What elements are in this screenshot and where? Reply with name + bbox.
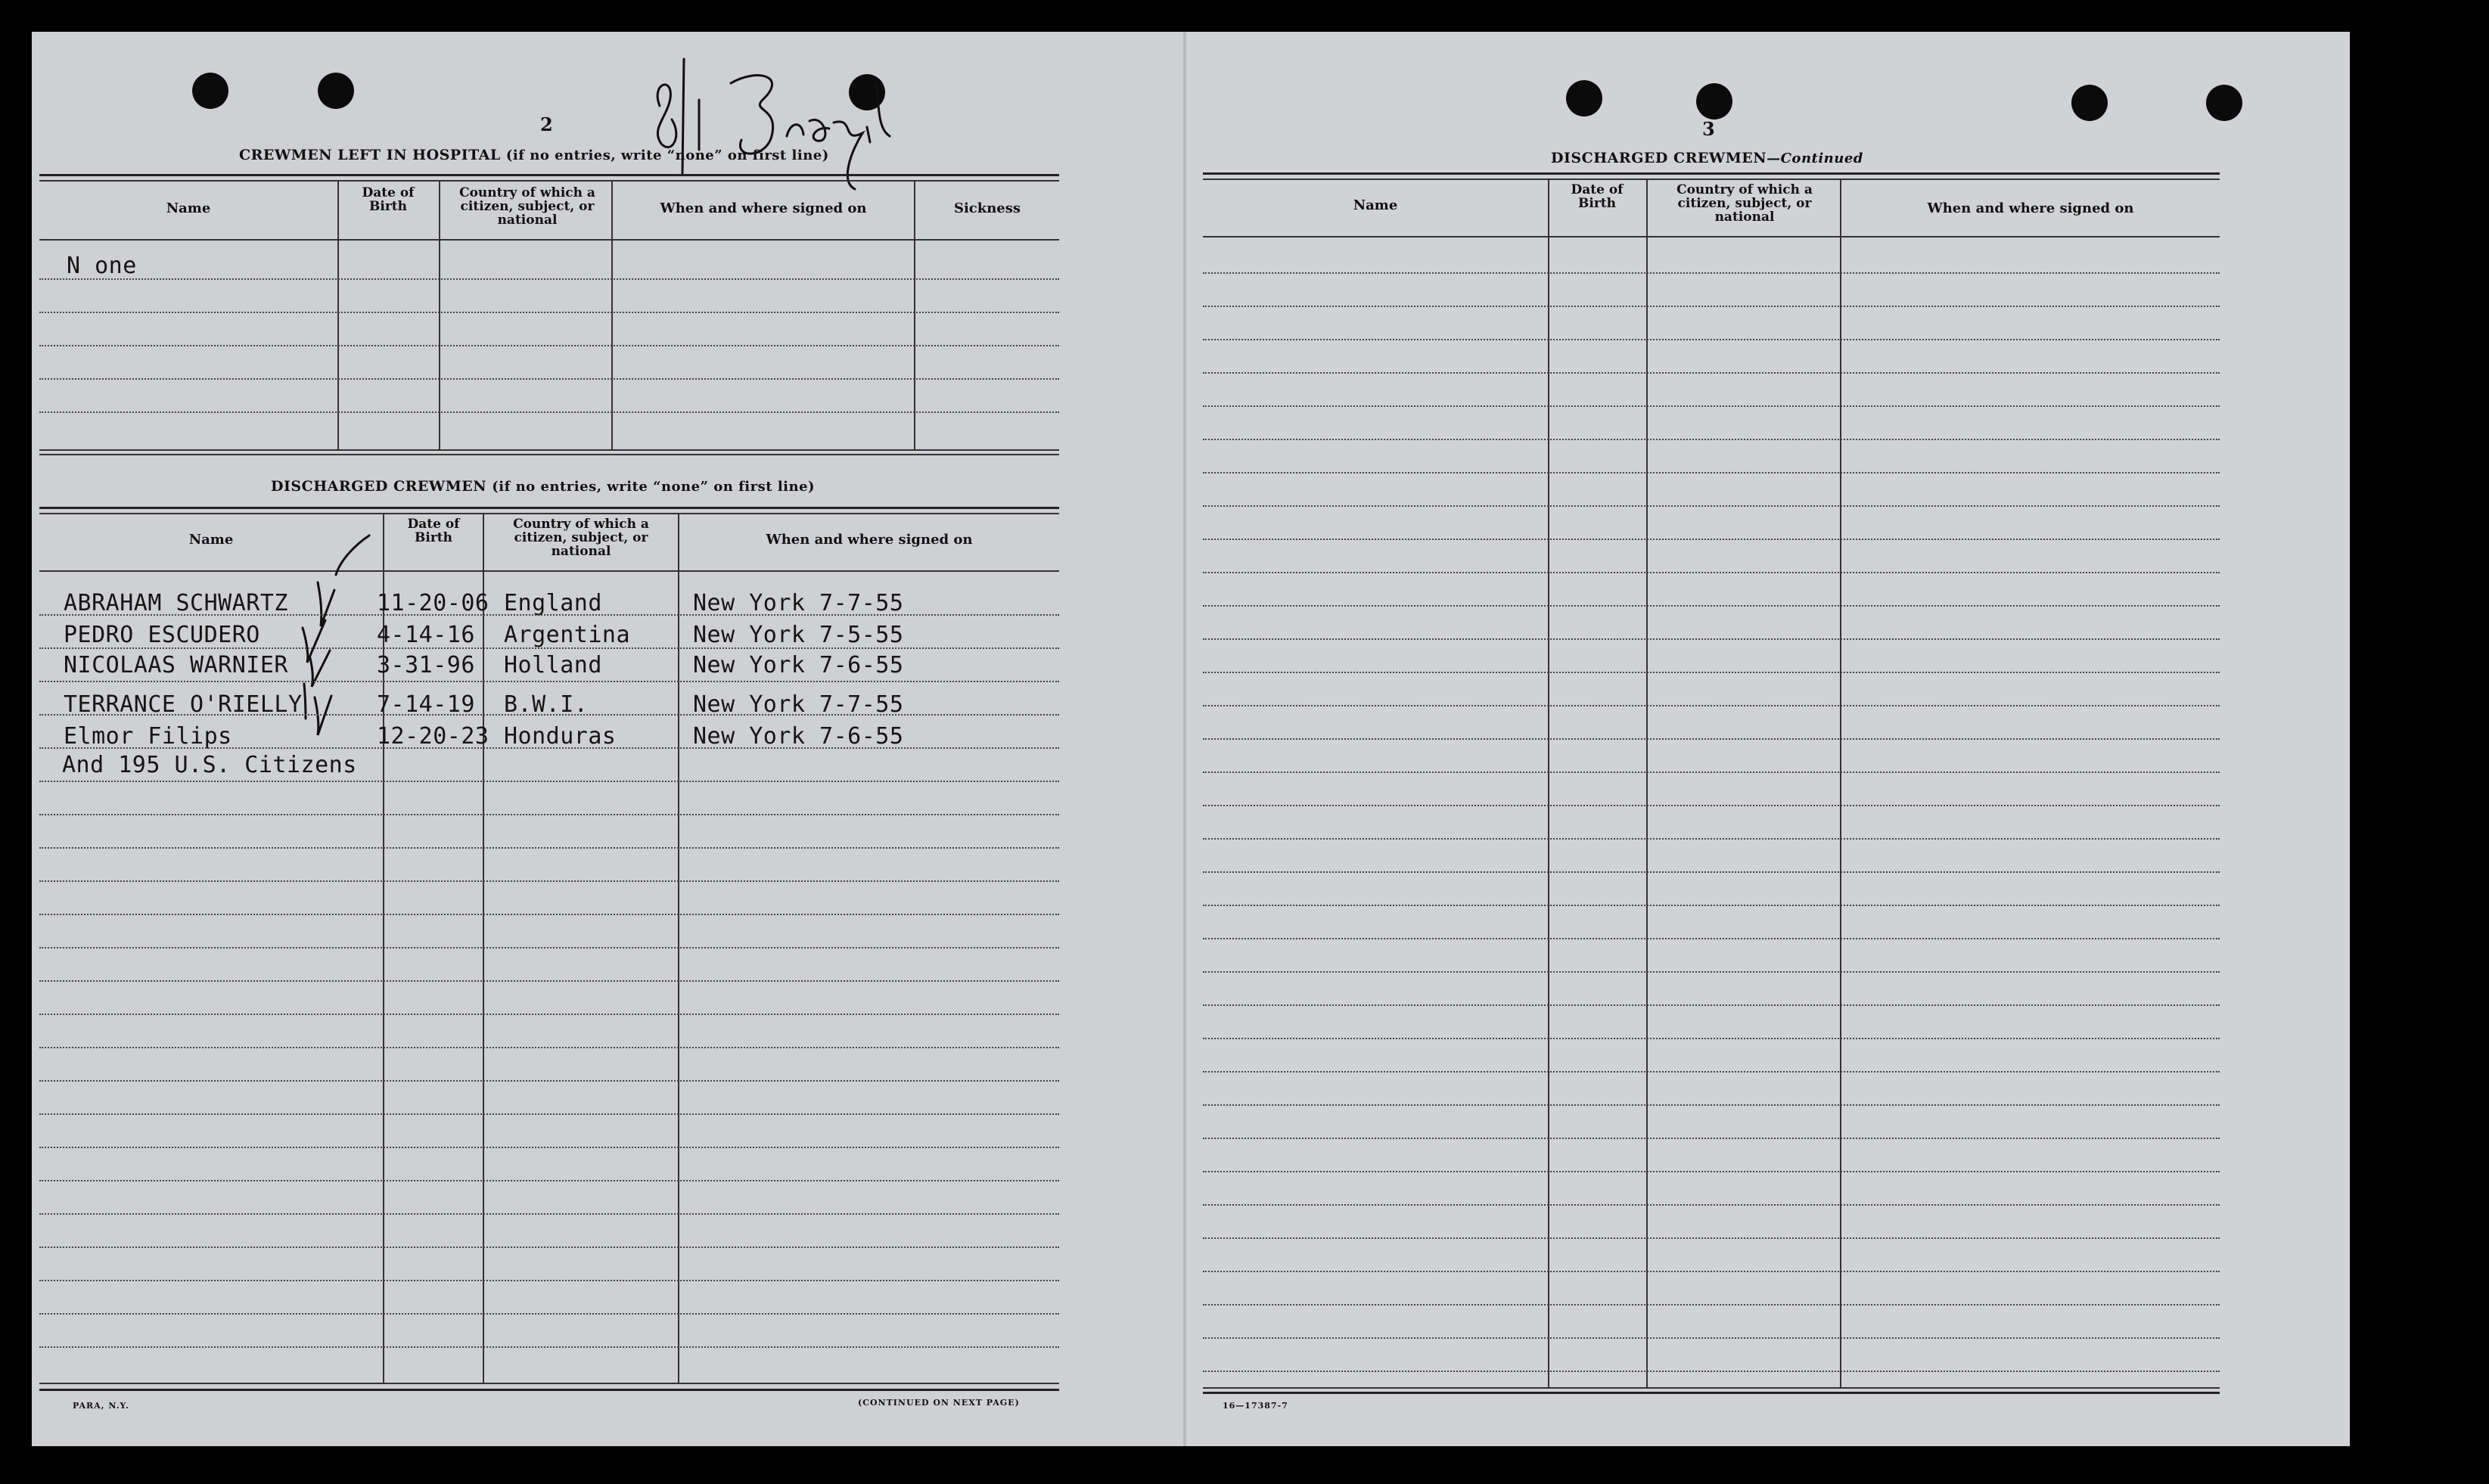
crew-name: NICOLAAS WARNIER [64,652,288,678]
form-dotted-row [1203,738,2220,740]
form-dotted-row [1203,272,2220,274]
hospital-col-country: Country of which a citizen, subject, or national [459,185,595,228]
right-col-signed-on: When and where signed on [1927,200,2134,216]
form-dotted-row [39,1080,1059,1082]
form-dotted-row [1203,905,2220,906]
crew-name: TERRANCE O'RIELLY [64,691,303,718]
form-dotted-row [39,1213,1059,1215]
right-title-suffix: —Continued [1767,151,1863,166]
form-dotted-row [1203,405,2220,407]
form-dotted-row [39,1313,1059,1315]
punch-hole [1696,83,1732,120]
form-dotted-row [1203,805,2220,806]
right-col-divider [1840,179,1841,1387]
form-dotted-row [39,814,1059,815]
hospital-section-title [239,147,829,163]
form-dotted-row [39,980,1059,982]
hospital-col-divider [337,180,339,449]
form-dotted-row [39,1014,1059,1015]
form-dotted-row [1203,1204,2220,1206]
discharged-title-text: DISCHARGED CREWMEN [271,478,487,495]
form-dotted-row [1203,1004,2220,1006]
form-dotted-row [1203,1271,2220,1272]
punch-hole [2206,85,2242,121]
page-spine [1183,32,1186,1446]
right-table-bottom-rule [1203,1387,2220,1389]
crew-country: Holland [504,652,602,678]
hospital-title-note: (if no entries, write “none” on first line) [505,147,829,163]
crew-dob: 7-14-19 [377,691,475,718]
crew-name: Elmor Filips [64,723,232,750]
right-col-divider [1646,179,1648,1387]
hospital-dotted-row [39,411,1059,413]
right-title-text: DISCHARGED CREWMEN [1551,150,1767,166]
hospital-table-top-rule-2 [39,180,1059,182]
form-dotted-row [39,914,1059,915]
form-dotted-row [39,1113,1059,1115]
crew-name: ABRAHAM SCHWARTZ [64,590,288,616]
form-dotted-row [1203,1171,2220,1172]
form-dotted-row [1203,339,2220,340]
form-dotted-row [39,781,1059,782]
right-header-bottom-rule [1203,236,2220,238]
crew-country: B.W.I. [504,691,589,718]
crew-signed-on: New York 7-7-55 [693,590,904,616]
hospital-table-top-rule [39,174,1059,176]
form-dotted-row [39,614,1059,616]
form-dotted-row [39,1047,1059,1048]
form-dotted-row [1203,1138,2220,1139]
form-dotted-row [39,747,1059,749]
form-dotted-row [39,847,1059,849]
page-number-left: 2 [540,113,553,135]
form-dotted-row [1203,771,2220,773]
form-dotted-row [1203,439,2220,440]
discharged-table-top-rule [39,507,1059,509]
punch-hole [192,73,228,109]
hospital-col-sickness: Sickness [953,200,1021,216]
form-dotted-row [1203,672,2220,673]
hospital-col-divider [611,180,613,449]
form-dotted-row [1203,505,2220,507]
right-table-top-rule-2 [1203,179,2220,180]
hospital-dotted-row [39,378,1059,380]
hospital-col-dob: Date of Birth [362,185,415,214]
form-dotted-row [1203,306,2220,307]
form-dotted-row [39,1280,1059,1281]
form-dotted-row [39,947,1059,948]
form-dotted-row [1203,1071,2220,1073]
form-dotted-row [1203,1304,2220,1305]
page-number-right: 3 [1702,118,1715,140]
form-dotted-row [1203,1038,2220,1039]
form-dotted-row [39,1147,1059,1148]
discharged-header-bottom-rule [39,570,1059,572]
crew-signed-on: New York 7-7-55 [693,691,904,718]
hospital-col-signed-on: When and where signed on [660,200,867,216]
hospital-dotted-row [39,345,1059,346]
punch-hole [318,73,354,109]
right-section-title [1551,150,1863,166]
right-table-bottom-rule-2 [1203,1392,2220,1394]
hospital-header-bottom-rule [39,239,1059,241]
punch-hole [2071,85,2108,121]
hospital-dotted-row [39,312,1059,313]
crew-signed-on: New York 7-6-55 [693,723,904,750]
form-dotted-row [1203,1371,2220,1372]
right-col-dob: Date of Birth [1571,182,1624,211]
crew-dob: 4-14-16 [377,622,475,648]
form-dotted-row [1203,1237,2220,1239]
form-dotted-row [39,1346,1059,1348]
form-dotted-row [1203,971,2220,973]
form-dotted-row [39,714,1059,716]
crew-summary-line: And 195 U.S. Citizens [62,752,357,778]
discharged-col-country: Country of which a citizen, subject, or national [513,517,649,559]
crew-signed-on: New York 7-5-55 [693,622,904,648]
hospital-col-name: Name [166,200,211,216]
hospital-table-bottom-rule [39,449,1059,451]
right-col-divider [1548,179,1549,1387]
form-dotted-row [1203,838,2220,840]
crew-dob: 11-20-06 [377,590,489,616]
form-dotted-row [39,681,1059,682]
form-dotted-row [39,1246,1059,1248]
left-footer-printer: PARA, N.Y. [73,1401,129,1411]
discharged-table-bottom-rule-2 [39,1389,1059,1391]
crew-signed-on: New York 7-6-55 [693,652,904,678]
crew-country: Honduras [504,723,617,750]
hospital-entry: N one [67,253,137,279]
form-dotted-row [1203,572,2220,573]
form-dotted-row [1203,472,2220,473]
discharged-col-signed-on: When and where signed on [766,532,973,548]
form-dotted-row [39,880,1059,882]
form-dotted-row [1203,638,2220,640]
form-dotted-row [1203,372,2220,374]
hospital-dotted-row [39,278,1059,280]
discharged-table-top-rule-2 [39,513,1059,514]
handwritten-note-text: 811 Brazil [635,53,640,54]
form-dotted-row [1203,539,2220,540]
discharged-col-dob: Date of Birth [407,517,460,545]
discharged-title-note: (if no entries, write “none” on first line) [492,479,816,495]
crew-dob: 3-31-96 [377,652,475,678]
form-dotted-row [1203,1337,2220,1339]
hospital-col-divider [914,180,915,449]
form-dotted-row [39,1180,1059,1181]
form-dotted-row [1203,605,2220,607]
crew-country: England [504,590,602,616]
check-marks [287,529,393,756]
form-dotted-row [39,647,1059,649]
crew-country: Argentina [504,622,631,648]
left-footer-continued: (CONTINUED ON NEXT PAGE) [858,1398,1020,1408]
crew-dob: 12-20-23 [377,723,489,750]
right-col-name: Name [1353,197,1398,213]
discharged-col-name: Name [188,532,234,548]
right-footer-form-number: 16—17387-7 [1223,1401,1288,1411]
discharged-section-title [271,478,815,495]
hospital-table-bottom-rule-2 [39,454,1059,455]
punch-hole [1566,80,1602,116]
crew-name: PEDRO ESCUDERO [64,622,260,648]
hospital-col-divider [439,180,440,449]
form-dotted-row [1203,938,2220,939]
discharged-table-bottom-rule [39,1383,1059,1384]
right-table-top-rule [1203,172,2220,175]
form-dotted-row [1203,871,2220,873]
form-dotted-row [1203,705,2220,706]
hospital-title-text: CREWMEN LEFT IN HOSPITAL [239,147,501,163]
form-dotted-row [1203,1104,2220,1106]
right-col-country: Country of which a citizen, subject, or national [1676,182,1813,225]
